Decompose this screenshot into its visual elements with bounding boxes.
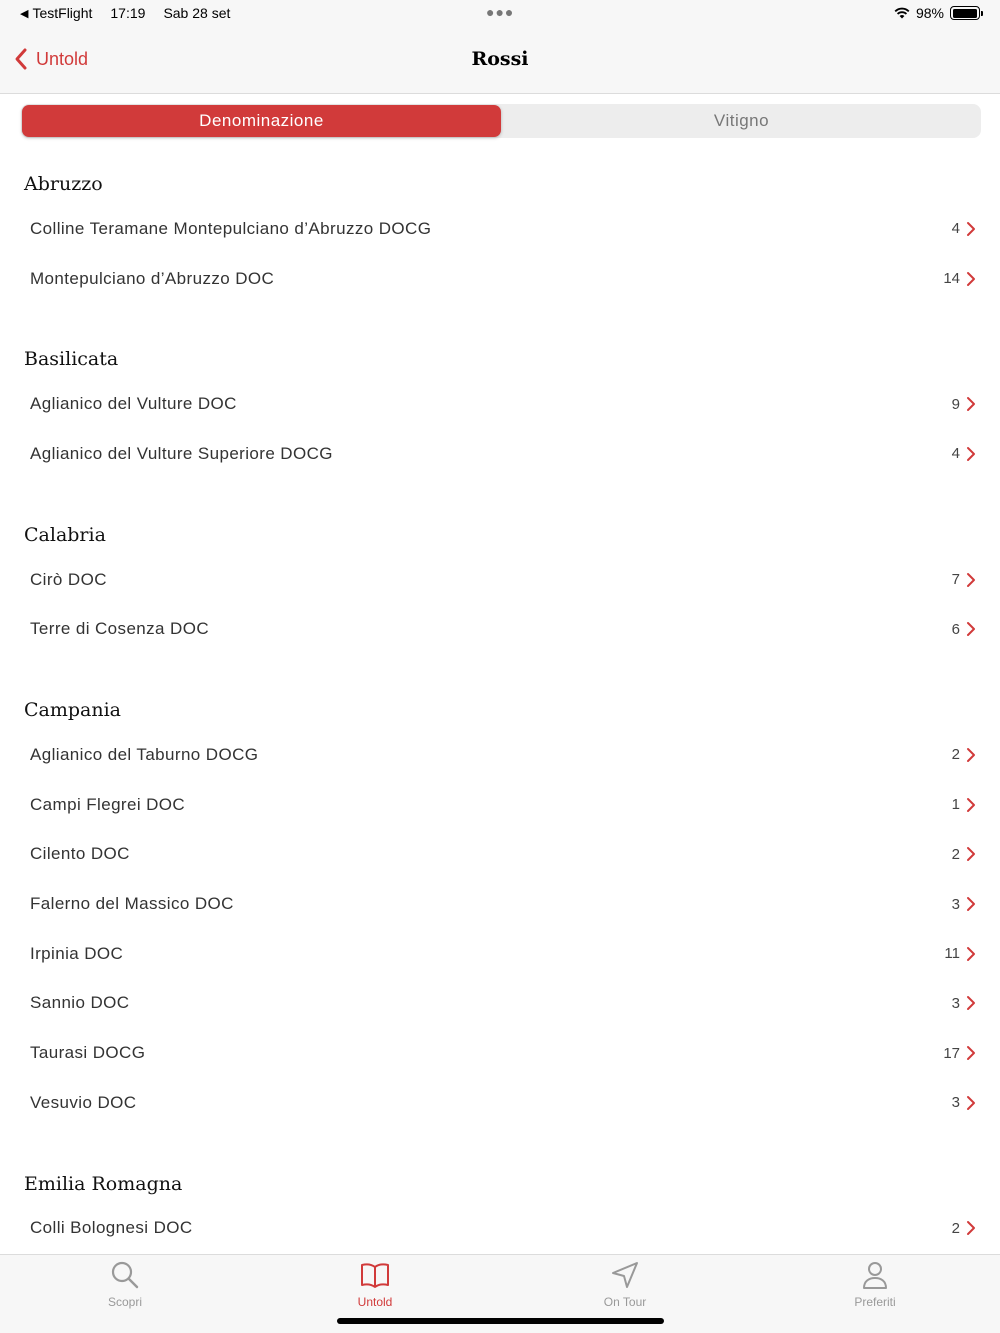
section [0, 150, 1000, 325]
wine-list[interactable] [0, 150, 1000, 1254]
chevron-right-icon [964, 395, 978, 413]
section-title: Emilia Romagna [24, 1172, 183, 1195]
tab-scopri[interactable] [0, 1255, 250, 1333]
chevron-right-icon [964, 270, 978, 288]
list-item-label: Cilento DOC [30, 844, 130, 864]
list-item-count: 7 [951, 571, 960, 589]
list-item-label: Colli Bolognesi DOC [30, 1218, 193, 1238]
list-item-count: 3 [951, 1094, 960, 1112]
search-icon [109, 1259, 141, 1291]
list-item-count: 2 [951, 746, 960, 764]
section [0, 676, 1000, 1150]
list-item[interactable] [0, 555, 1000, 605]
list-item[interactable] [0, 830, 1000, 880]
back-to-app-icon[interactable]: ◀ [20, 7, 29, 20]
chevron-right-icon [964, 895, 978, 913]
list-item-count: 2 [951, 1219, 960, 1237]
list-item-count: 3 [951, 895, 960, 913]
list-item-count: 4 [951, 445, 960, 463]
status-bar [0, 0, 1000, 28]
list-item-count: 14 [943, 270, 960, 288]
section [0, 501, 1000, 676]
section-title: Calabria [24, 523, 106, 546]
list-item-label: Cirò DOC [30, 569, 107, 589]
back-to-app-label[interactable]: TestFlight [32, 5, 93, 21]
list-item-label: Aglianico del Taburno DOCG [30, 744, 259, 764]
chevron-right-icon [964, 746, 978, 764]
list-item[interactable] [0, 204, 1000, 254]
status-time: 17:19 [110, 5, 146, 21]
wifi-icon [894, 7, 910, 19]
list-item[interactable] [0, 929, 1000, 979]
tab-label: Scopri [107, 1295, 142, 1309]
list-item-label: Irpinia DOC [30, 943, 124, 963]
segment-vitigno[interactable]: Vitigno [713, 111, 770, 130]
list-item[interactable] [0, 879, 1000, 929]
tab-label: On Tour [603, 1295, 647, 1309]
list-item[interactable] [0, 1078, 1000, 1128]
list-item-label: Colline Teramane Montepulciano d’Abruzzo DOCG [30, 218, 432, 238]
list-item[interactable] [0, 604, 1000, 654]
segmented-control [21, 104, 981, 138]
list-item[interactable] [0, 1204, 1000, 1254]
list-item-count: 11 [944, 945, 960, 963]
section-title: Basilicata [24, 348, 119, 371]
list-item-label: Vesuvio DOC [30, 1092, 137, 1112]
page-title: Rossi [471, 48, 529, 70]
list-item[interactable] [0, 1028, 1000, 1078]
status-left [20, 5, 230, 21]
list-item-count: 4 [951, 220, 960, 238]
list-item-label: Aglianico del Vulture Superiore DOCG [30, 443, 333, 463]
list-item-label: Aglianico del Vulture DOC [30, 394, 237, 414]
list-item[interactable] [0, 429, 1000, 479]
list-item-count: 6 [951, 620, 960, 638]
chevron-right-icon [964, 571, 978, 589]
tab-label: Untold [357, 1295, 393, 1309]
chevron-right-icon [964, 1044, 978, 1062]
list-item-label: Terre di Cosenza DOC [30, 619, 210, 639]
tab-label: Preferiti [854, 1295, 896, 1309]
chevron-right-icon [964, 620, 978, 638]
list-item-label: Falerno del Massico DOC [30, 894, 234, 914]
chevron-right-icon [964, 796, 978, 814]
battery-fill [953, 9, 978, 18]
list-item-count: 17 [943, 1044, 960, 1062]
list-item-count: 1 [951, 796, 960, 814]
section-title: Campania [24, 699, 122, 722]
list-item[interactable] [0, 379, 1000, 429]
list-item-count: 9 [951, 395, 960, 413]
chevron-right-icon [964, 1094, 978, 1112]
list-item-count: 2 [951, 845, 960, 863]
list-item-label: Taurasi DOCG [30, 1043, 146, 1063]
chevron-right-icon [964, 220, 978, 238]
location-arrow-icon [609, 1259, 641, 1291]
tab-preferiti[interactable] [750, 1255, 1000, 1333]
list-item-label: Montepulciano d’Abruzzo DOC [30, 268, 275, 288]
list-item-count: 3 [951, 994, 960, 1012]
multitasking-dots-icon[interactable]: ●●● [486, 4, 515, 20]
list-item-label: Campi Flegrei DOC [30, 794, 186, 814]
chevron-right-icon [964, 994, 978, 1012]
back-button-label: Untold [36, 48, 89, 69]
chevron-right-icon [964, 945, 978, 963]
section-title: Abruzzo [24, 173, 103, 195]
battery-icon [950, 6, 980, 20]
status-right [894, 5, 980, 21]
status-date: Sab 28 set [163, 5, 231, 21]
chevron-right-icon [964, 1219, 978, 1237]
list-item[interactable] [0, 730, 1000, 780]
section [0, 325, 1000, 500]
chevron-right-icon [964, 445, 978, 463]
battery-percent: 98% [915, 5, 944, 21]
navigation-bar [0, 28, 1000, 94]
home-indicator [337, 1318, 664, 1324]
person-icon [859, 1259, 891, 1291]
segment-denominazione[interactable]: Denominazione [22, 105, 501, 137]
book-icon [359, 1259, 391, 1291]
list-item[interactable] [0, 979, 1000, 1029]
list-item[interactable] [0, 254, 1000, 304]
list-item[interactable] [0, 780, 1000, 830]
chevron-right-icon [964, 845, 978, 863]
list-item-label: Sannio DOC [30, 993, 130, 1013]
